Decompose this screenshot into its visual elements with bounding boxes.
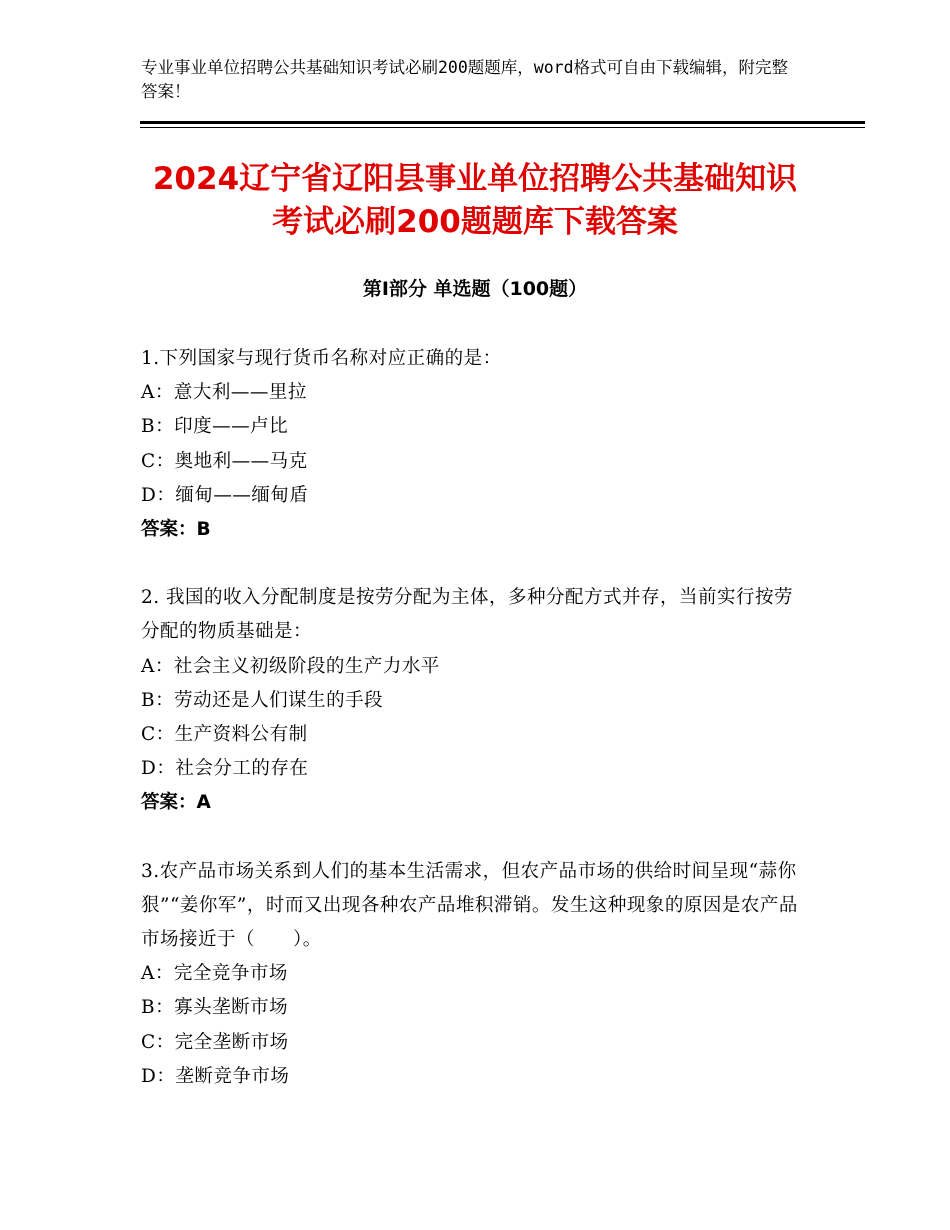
answer-line: 答案：B [141, 519, 211, 541]
question-list [141, 342, 811, 1128]
section-heading: 第Ⅰ部分 单选题（100题） [362, 278, 588, 300]
option-d: D：社会分工的存在 [141, 758, 309, 780]
option-d: D：垄断竞争市场 [141, 1065, 290, 1087]
question-text: 3.农产品市场关系到人们的基本生活需求，但农产品市场的供给时间呈现“蒜你狠”“姜你军”，时而又出现各种农产品堆积滞销。发生这种现象的原因是农产品市场接近于（ ）。 [141, 860, 798, 951]
question-2 [141, 581, 811, 820]
option-c: C：完全垄断市场 [141, 1031, 289, 1053]
header-rule-thick [140, 121, 865, 124]
option-c: C：生产资料公有制 [141, 724, 308, 746]
question-text: 2. 我国的收入分配制度是按劳分配为主体，多种分配方式并存，当前实行按劳分配的物质基础是： [141, 587, 794, 643]
option-b: B：劳动还是人们谋生的手段 [141, 689, 384, 711]
header-note: 专业事业单位招聘公共基础知识考试必刷200题题库，word格式可自由下载编辑，附完整答案！ [141, 58, 789, 101]
option-a: A：社会主义初级阶段的生产力水平 [141, 655, 440, 677]
option-b: B：印度——卢比 [141, 416, 289, 438]
answer-line: 答案：A [141, 792, 211, 814]
header-rule-thin [140, 127, 865, 128]
option-a: A：意大利——里拉 [141, 382, 307, 404]
document-title: 2024辽宁省辽阳县事业单位招聘公共基础知识考试必刷200题题库下载答案 [152, 161, 798, 240]
option-c: C：奥地利——马克 [141, 450, 308, 472]
question-3 [141, 855, 811, 1094]
option-b: B：寡头垄断市场 [141, 997, 289, 1019]
question-1 [141, 342, 811, 547]
option-d: D：缅甸——缅甸盾 [141, 484, 309, 506]
question-text: 1.下列国家与现行货币名称对应正确的是： [141, 348, 502, 369]
option-a: A：完全竞争市场 [141, 963, 288, 985]
